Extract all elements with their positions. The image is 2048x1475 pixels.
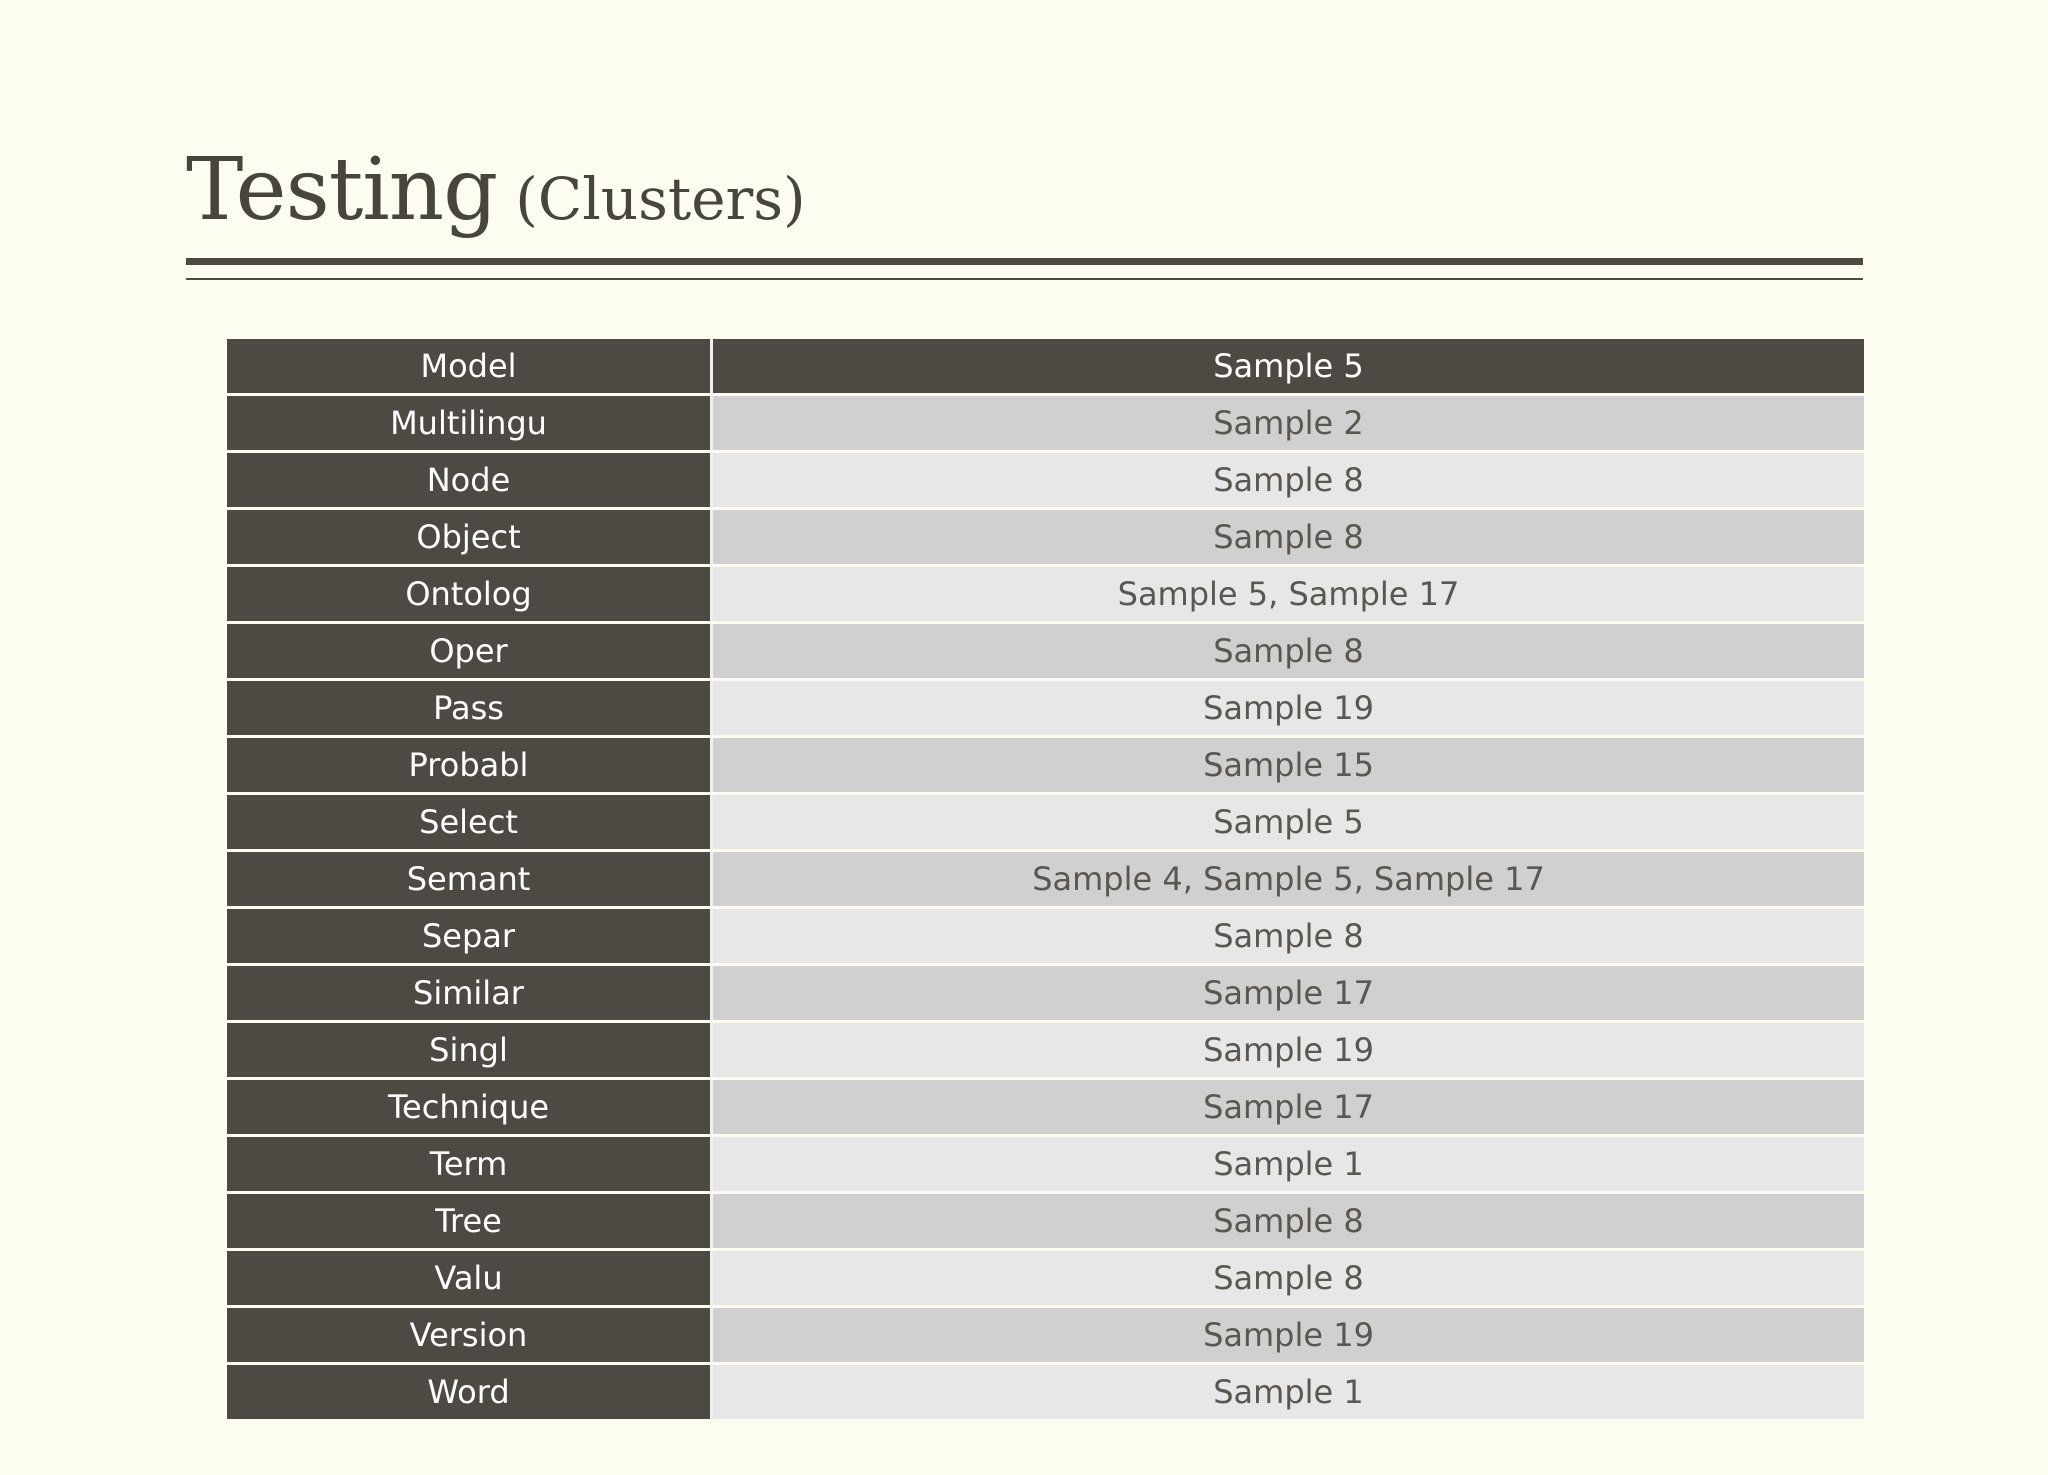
model-cell: Separ [227,909,713,963]
samples-cell: Sample 1 [713,1365,1864,1419]
model-cell: Valu [227,1251,713,1305]
model-cell: Singl [227,1023,713,1077]
model-cell: Object [227,510,713,564]
title-divider-thin [186,278,1863,280]
samples-cell: Sample 19 [713,681,1864,735]
model-cell: Term [227,1137,713,1191]
model-cell: Ontolog [227,567,713,621]
table-row [227,738,1864,792]
table-row [227,1308,1864,1362]
table-row [227,681,1864,735]
samples-cell: Sample 1 [713,1137,1864,1191]
table-row [227,909,1864,963]
table-row [227,1251,1864,1305]
model-cell: Multilingu [227,396,713,450]
samples-cell: Sample 8 [713,624,1864,678]
model-cell: Probabl [227,738,713,792]
model-cell: Semant [227,852,713,906]
model-cell: Word [227,1365,713,1419]
samples-cell: Sample 2 [713,396,1864,450]
table-body [227,396,1864,1419]
model-cell: Similar [227,966,713,1020]
samples-cell: Sample 8 [713,453,1864,507]
table-row [227,453,1864,507]
table-row [227,567,1864,621]
model-cell: Select [227,795,713,849]
column-header-sample: Sample 5 [713,339,1864,393]
model-cell: Version [227,1308,713,1362]
table-row [227,396,1864,450]
model-cell: Node [227,453,713,507]
samples-cell: Sample 8 [713,1194,1864,1248]
table-header-row [227,339,1864,393]
page-title-main: Testing [186,140,498,240]
table-row [227,1023,1864,1077]
samples-cell: Sample 8 [713,510,1864,564]
table-row [227,1080,1864,1134]
column-header-model: Model [227,339,713,393]
samples-cell: Sample 19 [713,1308,1864,1362]
samples-cell: Sample 17 [713,966,1864,1020]
table-row [227,852,1864,906]
samples-cell: Sample 19 [713,1023,1864,1077]
table-row [227,966,1864,1020]
clusters-table [227,336,1864,1422]
page-title-sub: (Clusters) [515,165,806,233]
table-row [227,1194,1864,1248]
samples-cell: Sample 15 [713,738,1864,792]
samples-cell: Sample 8 [713,909,1864,963]
model-cell: Pass [227,681,713,735]
samples-cell: Sample 5, Sample 17 [713,567,1864,621]
model-cell: Oper [227,624,713,678]
table-row [227,624,1864,678]
title-divider-thick [186,258,1863,265]
table-row [227,795,1864,849]
samples-cell: Sample 5 [713,795,1864,849]
samples-cell: Sample 8 [713,1251,1864,1305]
samples-cell: Sample 4, Sample 5, Sample 17 [713,852,1864,906]
page-title [186,135,806,245]
table-row [227,510,1864,564]
table-row [227,1365,1864,1419]
model-cell: Tree [227,1194,713,1248]
table-row [227,1137,1864,1191]
model-cell: Technique [227,1080,713,1134]
samples-cell: Sample 17 [713,1080,1864,1134]
